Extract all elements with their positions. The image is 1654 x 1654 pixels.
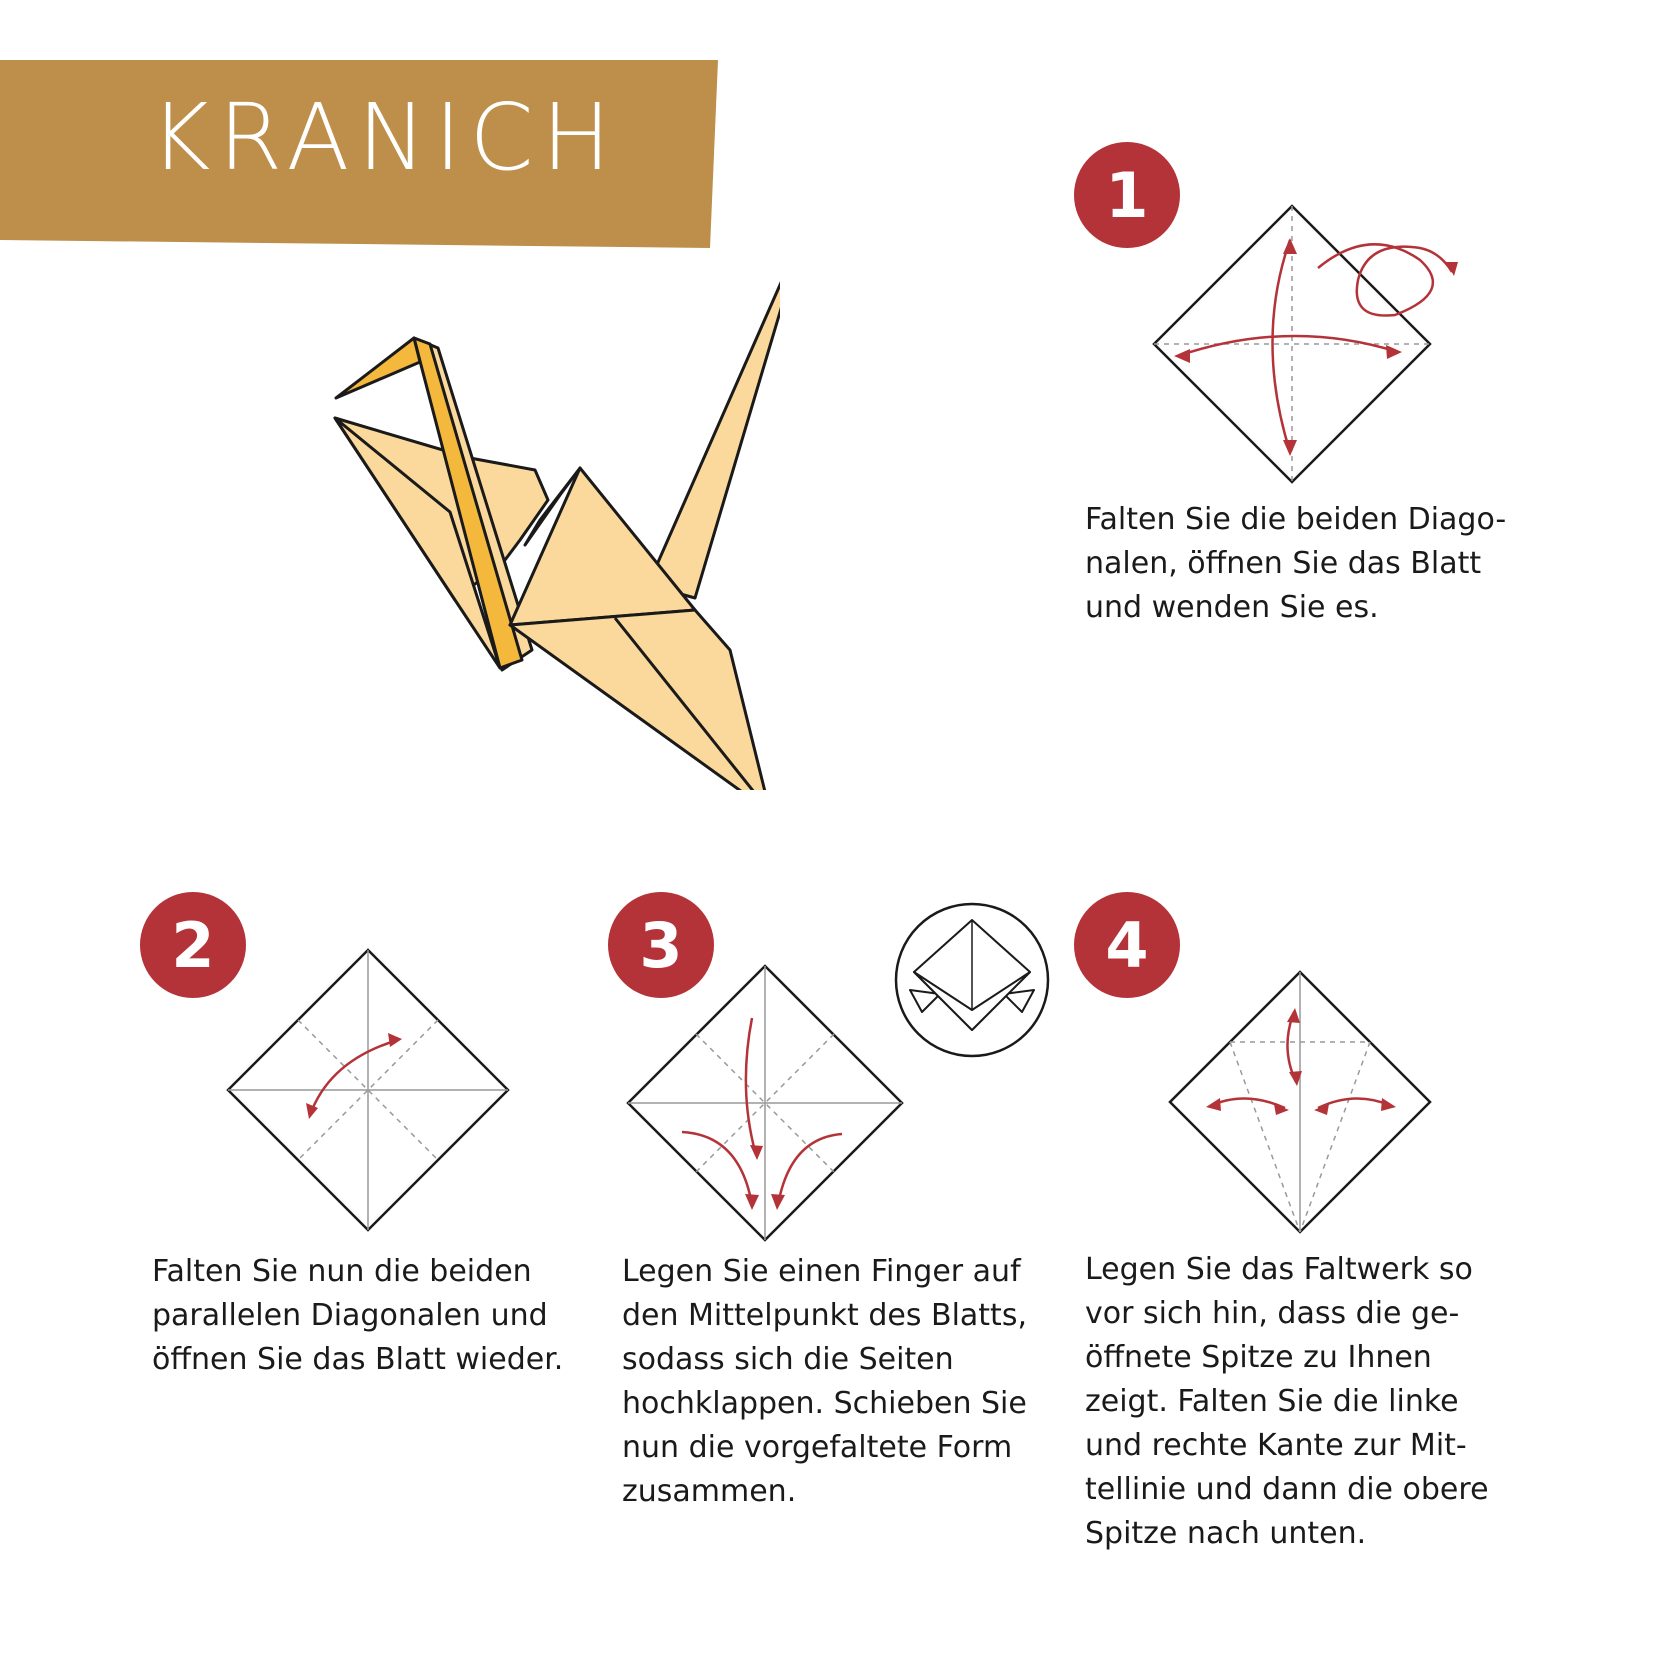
- page-title: KRANICH: [150, 84, 619, 191]
- step-4-line: Spitze nach unten.: [1085, 1516, 1367, 1551]
- step-3-line: zusammen.: [622, 1474, 797, 1509]
- step-2-line: öffnen Sie das Blatt wieder.: [152, 1342, 564, 1377]
- step-3-line: den Mittelpunkt des Blatts,: [622, 1298, 1027, 1333]
- step-3-number: 3: [639, 908, 683, 982]
- step-2-line: Falten Sie nun die beiden: [152, 1254, 532, 1289]
- step-4-line: Legen Sie das Faltwerk so: [1085, 1252, 1473, 1287]
- step-1-line: und wenden Sie es.: [1085, 590, 1379, 625]
- origami-crane-icon: [300, 210, 780, 790]
- step-4-text: [1085, 1248, 1489, 1556]
- step-2-number: 2: [171, 908, 215, 982]
- step-1-text: [1085, 498, 1506, 630]
- step-2-diagram: [220, 940, 520, 1240]
- step-4-diagram: [1160, 960, 1450, 1250]
- step-4-line: zeigt. Falten Sie die linke: [1085, 1384, 1459, 1419]
- step-4-line: öffnete Spitze zu Ihnen: [1085, 1340, 1432, 1375]
- step-3-line: sodass sich die Seiten: [622, 1342, 954, 1377]
- step-1-line: nalen, öffnen Sie das Blatt: [1085, 546, 1482, 581]
- step-4-number: 4: [1105, 908, 1149, 982]
- step-4-line: tellinie und dann die obere: [1085, 1472, 1489, 1507]
- step-1-line: Falten Sie die beiden Diago-: [1085, 502, 1507, 537]
- step-4-line: vor sich hin, dass die ge-: [1085, 1296, 1460, 1331]
- preview-icon: [892, 900, 1052, 1060]
- step-3-text: [622, 1250, 1027, 1514]
- step-1-number: 1: [1105, 158, 1149, 232]
- step-3-line: hochklappen. Schieben Sie: [622, 1386, 1027, 1421]
- step-4-line: und rechte Kante zur Mit-: [1085, 1428, 1467, 1463]
- step-2-text: [152, 1250, 563, 1382]
- step-2-line: parallelen Diagonalen und: [152, 1298, 548, 1333]
- step-1-diagram: [1140, 190, 1480, 500]
- step-3-diagram: [620, 955, 910, 1245]
- step-3-line: Legen Sie einen Finger auf: [622, 1254, 1021, 1289]
- step-3-line: nun die vorgefaltete Form: [622, 1430, 1013, 1465]
